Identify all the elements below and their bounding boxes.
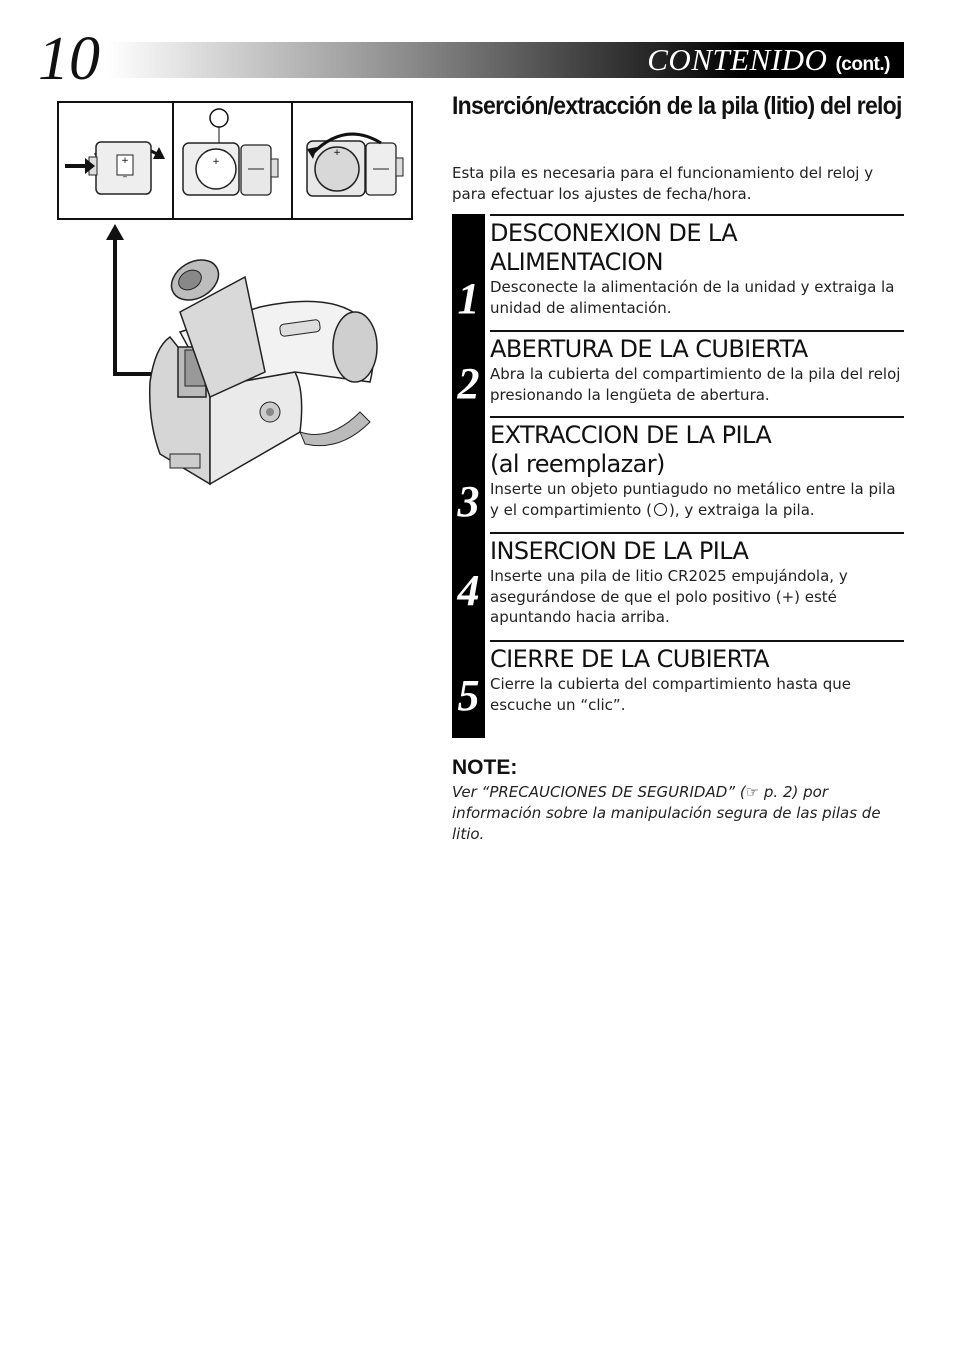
step-text-3	[490, 479, 904, 520]
camcorder-illustration	[60, 222, 390, 497]
section-title: Inserción/extracción de la pila (litio) del reloj	[452, 92, 902, 120]
header-title	[647, 42, 890, 78]
plus-label-2: +	[212, 157, 220, 167]
step-text-1: Desconecte la alimentación de la unidad y extraiga la unidad de alimentación.	[490, 278, 895, 317]
step-title-5: CIERRE DE LA CUBIERTA	[490, 645, 769, 673]
step-title-2: ABERTURA DE LA CUBIERTA	[490, 335, 808, 363]
step-text-3a: Inserte un objeto puntiagudo no metálico entre la pila y el compartimiento (	[490, 480, 896, 519]
step-number-4: 4	[457, 566, 480, 615]
pointing-hand-icon: ☞	[745, 783, 760, 801]
step-3	[490, 416, 904, 534]
note-text-b: p. 2) por información sobre la manipulación segura de las pilas de litio.	[452, 783, 881, 843]
panel-closing-cover	[293, 103, 411, 218]
battery-cover-illustration	[57, 101, 413, 220]
page-number: 10	[38, 25, 100, 93]
note-text	[452, 782, 907, 845]
step-title-4: INSERCION DE LA PILA	[490, 537, 749, 565]
step-text-4: Inserte una pila de litio CR2025 empujándola, y asegurándose de que el polo positivo (+) esté apuntando hacia arriba.	[490, 567, 848, 626]
step-text-2: Abra la cubierta del compartimiento de la pila del reloj presionando la lengüeta de abertura.	[490, 365, 901, 404]
header-title-main: CONTENIDO	[647, 42, 828, 77]
minus-label: –	[122, 172, 128, 182]
section-intro: Esta pila es necesaria para el funcionamiento del reloj y para efectuar los ajustes de fecha/hora.	[452, 164, 874, 203]
header-bar	[108, 42, 904, 78]
step-text-3b: ), y extraiga la pila.	[668, 500, 815, 519]
marker-circle	[210, 109, 228, 127]
note-heading: NOTE:	[452, 756, 518, 779]
step-number-3: 3	[457, 477, 480, 526]
step-5	[490, 640, 904, 740]
step-title-1: DESCONEXION DE LA ALIMENTACION	[490, 219, 738, 276]
panel-closed-cover	[59, 103, 174, 218]
step-4	[490, 532, 904, 642]
note-text-a: Ver “PRECAUCIONES DE SEGURIDAD” (	[452, 783, 746, 801]
header-title-cont: (cont.)	[835, 54, 890, 75]
step-1	[490, 214, 904, 330]
panel-open-cover	[174, 103, 293, 218]
step-2	[490, 330, 904, 418]
step-title-3: EXTRACCION DE LA PILA	[490, 421, 772, 449]
step-number-5: 5	[457, 671, 480, 720]
step-number-2: 2	[457, 359, 480, 408]
step-text-5: Cierre la cubierta del compartimiento hasta que escuche un “clic”.	[490, 675, 852, 714]
plus-label-3: +	[333, 148, 341, 158]
plus-label: +	[121, 156, 129, 166]
step-subtitle-3: (al reemplazar)	[490, 450, 665, 478]
compartment-circle-icon	[654, 503, 667, 516]
step-number-1: 1	[457, 274, 480, 323]
